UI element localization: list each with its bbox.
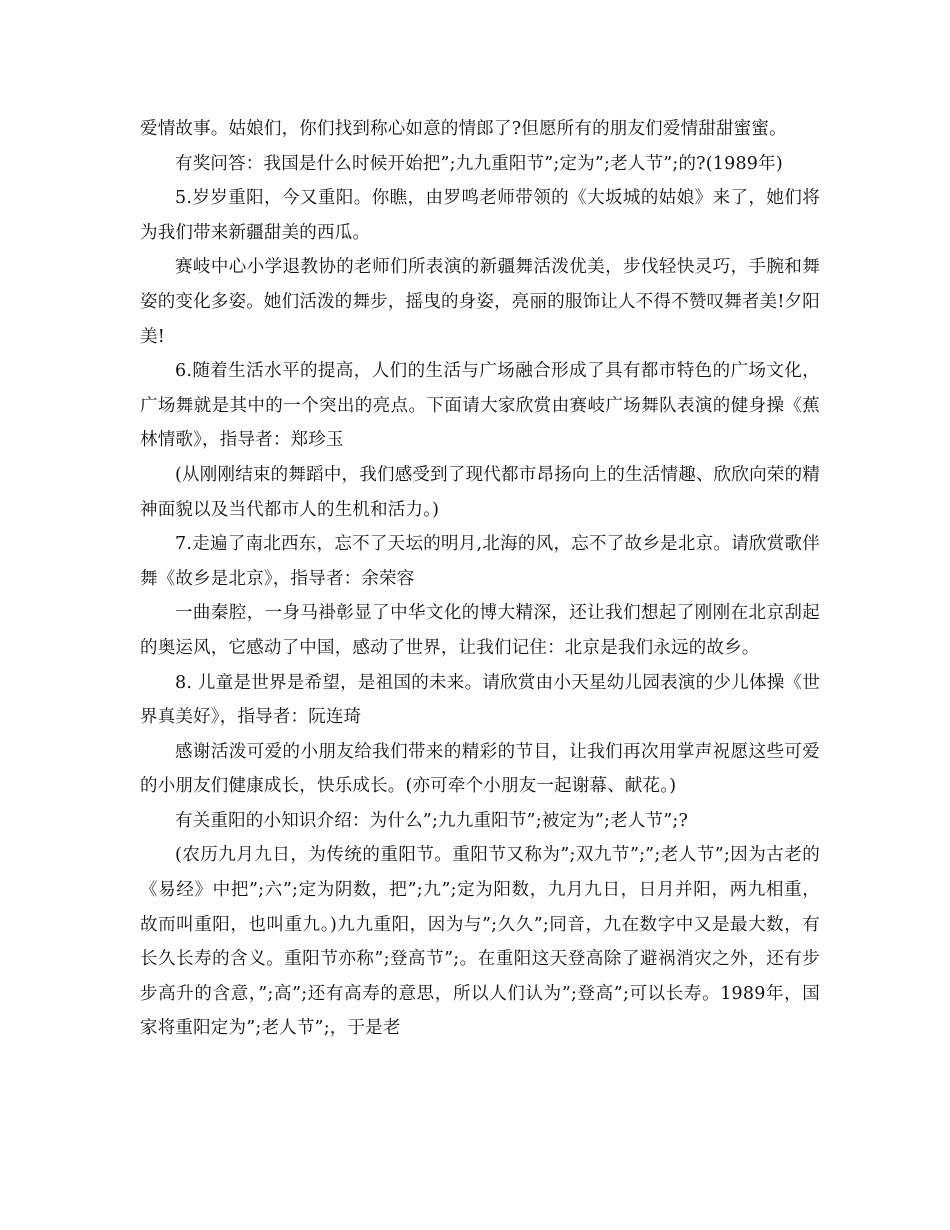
paragraph-10: 感谢活泼可爱的小朋友给我们带来的精彩的节目，让我们再次用掌声祝愿这些可爱的小朋友们健康成长，快乐成长。(亦可牵个小朋友一起谢幕、献花。) bbox=[140, 741, 820, 797]
paragraph-1: 爱情故事。姑娘们，你们找到称心如意的情郎了?但愿所有的朋友们爱情甜甜蜜蜜。 bbox=[140, 119, 787, 139]
paragraph-6: (从刚刚结束的舞蹈中，我们感受到了现代都市昂扬向上的生活情趣、欣欣向荣的精神面貌以及当代都市人的生机和活力。) bbox=[140, 464, 820, 520]
paragraph-11: 有关重阳的小知识介绍：为什么”;九九重阳节”;被定为”;老人节”;? bbox=[175, 810, 689, 831]
paragraph-3: 5.岁岁重阳，今又重阳。你瞧，由罗鸣老师带领的《大坂城的姑娘》来了，她们将为我们带来新疆甜美的西瓜。 bbox=[140, 188, 820, 243]
paragraph-9: 8. 儿童是世界是希望，是祖国的未来。请欣赏由小天星幼儿园表演的少儿体操《世界真美好》，指导者：阮连琦 bbox=[140, 672, 820, 728]
paragraph-7: 7.走遍了南北西东，忘不了天坛的明月,北海的风，忘不了故乡是北京。请欣赏歌伴舞《故乡是北京》，指导者：余荣容 bbox=[140, 534, 820, 589]
paragraph-12: (农历九月九日，为传统的重阳节。重阳节又称为”;双九节”;”;老人节”;因为古老的《易经》中把”;六”;定为阴数，把”;九”;定为阳数，九月九日，日月并阳，两九相重，故而叫重阳，也叫重九。)九九重阳，因为与”;久久”;同音，九在数字中又是最大数，有长久长寿的含义。重阳节亦称”;登高节”;。在重阳这天登高除了避祸消灾之外，还有步步高升的含意，”;高”;还有高寿的意思，所以人们认为”;登高”;可以长寿。1989年，国家将重阳定为”;老人节”;，于是老 bbox=[140, 845, 820, 1039]
paragraph-8: 一曲秦腔，一身马褂彰显了中华文化的博大精深，还让我们想起了刚刚在北京刮起的奥运风，它感动了中国，感动了世界，让我们记住：北京是我们永远的故乡。 bbox=[140, 603, 820, 658]
document-body bbox=[140, 112, 820, 1046]
paragraph-2: 有奖问答：我国是什么时候开始把”;九九重阳节”;定为”;老人节”;的?(1989年) bbox=[175, 153, 783, 174]
paragraph-5: 6.随着生活水平的提高，人们的生活与广场融合形成了具有都市特色的广场文化，广场舞就是其中的一个突出的亮点。下面请大家欣赏由赛岐广场舞队表演的健身操《蕉林情歌》，指导者：郑珍玉 bbox=[140, 361, 820, 451]
paragraph-4: 赛岐中心小学退教协的老师们所表演的新疆舞活泼优美，步伐轻快灵巧，手腕和舞姿的变化多姿。她们活泼的舞步，摇曳的身姿，亮丽的服饰让人不得不赞叹舞者美!夕阳美! bbox=[140, 257, 820, 347]
